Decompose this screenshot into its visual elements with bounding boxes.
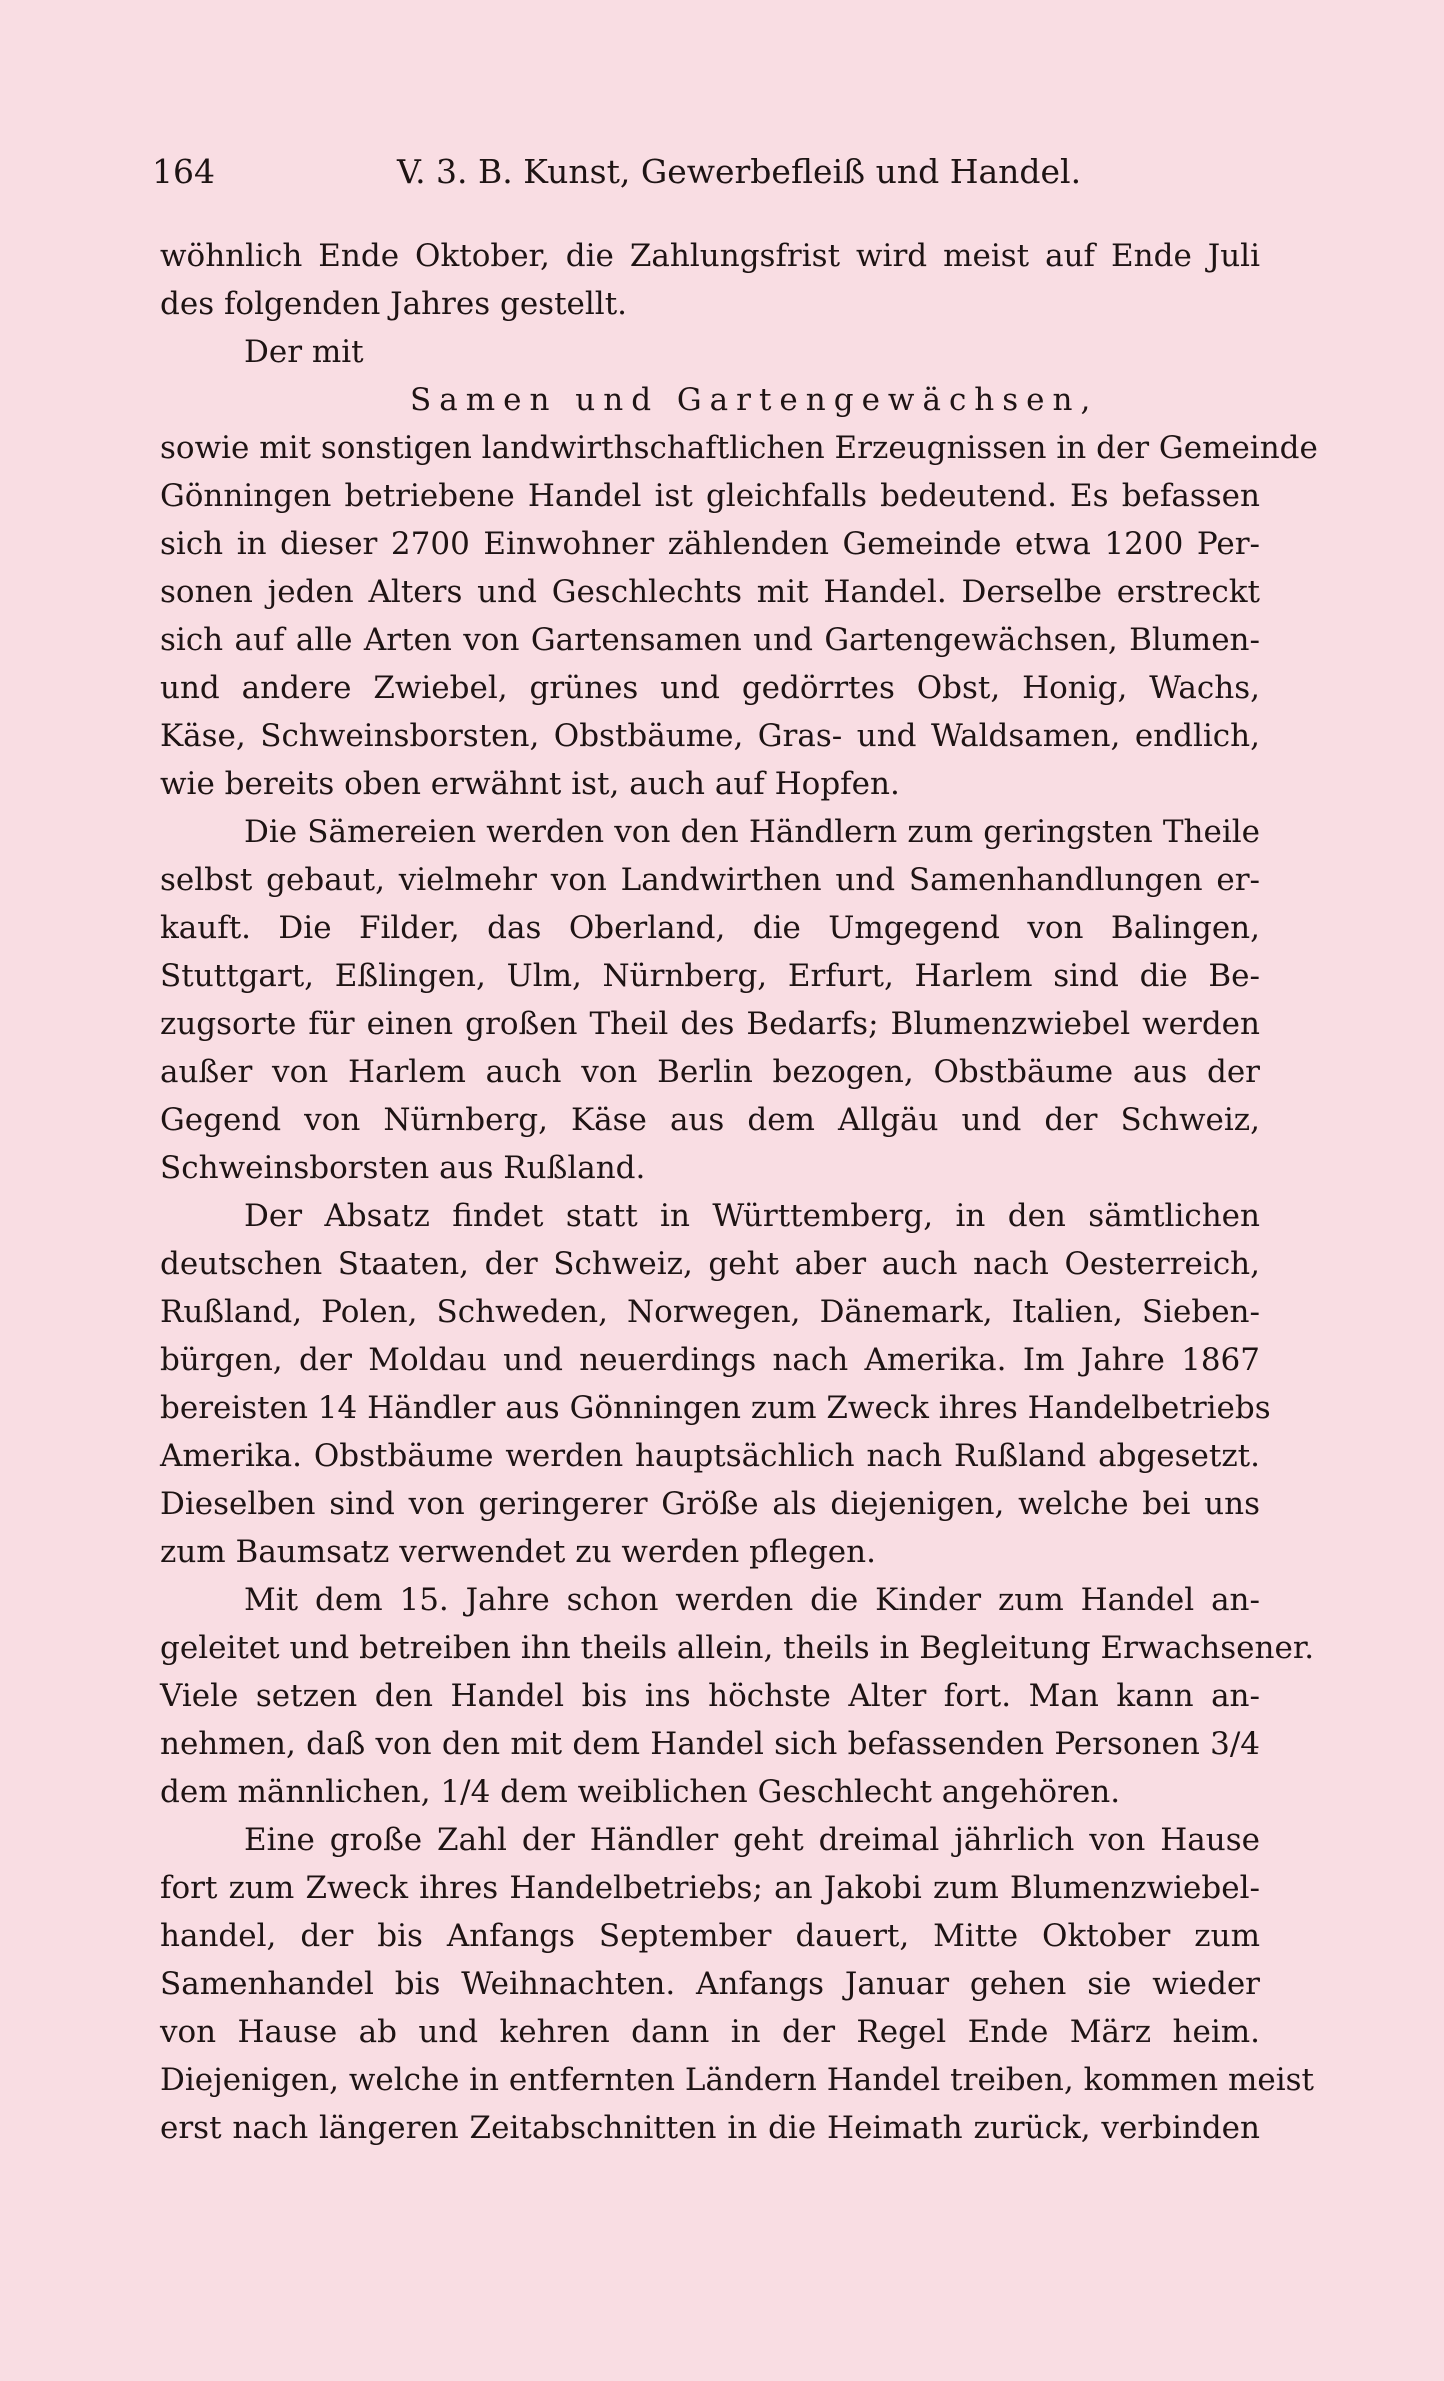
text-line: nehmen, daß von den mit dem Handel sich befassenden Personen 3/4 <box>160 1726 1260 1762</box>
text-line: Rußland, Polen, Schweden, Norwegen, Dänemark, Italien, Sieben- <box>160 1294 1260 1330</box>
text-line: sich auf alle Arten von Gartensamen und Gartengewächsen, Blumen- <box>160 622 1260 658</box>
text-line: kauft. Die Filder, das Oberland, die Umgegend von Balingen, <box>160 910 1260 946</box>
text-line: Amerika. Obstbäume werden hauptsächlich nach Rußland abgesetzt. <box>160 1438 1260 1474</box>
text-line: Dieselben sind von geringerer Größe als diejenigen, welche bei uns <box>160 1486 1260 1522</box>
text-line: Gegend von Nürnberg, Käse aus dem Allgäu und der Schweiz, <box>160 1102 1260 1138</box>
text-line: Die Sämereien werden von den Händlern zum geringsten Theile <box>244 814 1260 850</box>
text-line: dem männlichen, 1/4 dem weiblichen Geschlecht angehören. <box>160 1774 1121 1810</box>
text-line: Der Absatz findet statt in Württemberg, in den sämtlichen <box>244 1198 1260 1234</box>
page-header <box>152 152 1252 202</box>
text-line: bereisten 14 Händler aus Gönningen zum Zweck ihres Handelbetriebs <box>160 1390 1271 1426</box>
text-line: sowie mit sonstigen landwirthschaftlichen Erzeugnissen in der Gemeinde <box>160 430 1318 466</box>
text-line: bürgen, der Moldau und neuerdings nach Amerika. Im Jahre 1867 <box>160 1342 1260 1378</box>
text-line: von Hause ab und kehren dann in der Regel Ende März heim. <box>160 2014 1260 2050</box>
text-line: Gönningen betriebene Handel ist gleichfalls bedeutend. Es befassen <box>160 478 1260 514</box>
text-line: Stuttgart, Eßlingen, Ulm, Nürnberg, Erfurt, Harlem sind die Be- <box>160 958 1260 994</box>
running-head: V. 3. B. Kunst, Gewerbefleiß und Handel. <box>397 152 1082 191</box>
text-line: fort zum Zweck ihres Handelbetriebs; an Jakobi zum Blumenzwiebel- <box>160 1870 1260 1906</box>
text-line: erst nach längeren Zeitabschnitten in die Heimath zurück, verbinden <box>160 2110 1260 2146</box>
text-line: wie bereits oben erwähnt ist, auch auf Hopfen. <box>160 766 900 802</box>
text-line: des folgenden Jahres gestellt. <box>160 286 628 322</box>
text-line: Käse, Schweinsborsten, Obstbäume, Gras- und Waldsamen, endlich, <box>160 718 1260 754</box>
text-line: zugsorte für einen großen Theil des Bedarfs; Blumenzwiebel werden <box>160 1006 1260 1042</box>
text-line: handel, der bis Anfangs September dauert, Mitte Oktober zum <box>160 1918 1260 1954</box>
text-line: und andere Zwiebel, grünes und gedörrtes Obst, Honig, Wachs, <box>160 670 1260 706</box>
page-number: 164 <box>152 152 215 191</box>
text-line: zum Baumsatz verwendet zu werden pflegen. <box>160 1534 876 1570</box>
text-line: Eine große Zahl der Händler geht dreimal jährlich von Hause <box>244 1822 1260 1858</box>
text-line: sich in dieser 2700 Einwohner zählenden Gemeinde etwa 1200 Per- <box>160 526 1260 562</box>
text-line: außer von Harlem auch von Berlin bezogen, Obstbäume aus der <box>160 1054 1260 1090</box>
section-heading: Samen und Gartengewächsen, <box>410 382 1099 418</box>
text-line: wöhnlich Ende Oktober, die Zahlungsfrist wird meist auf Ende Juli <box>160 238 1260 274</box>
text-line: selbst gebaut, vielmehr von Landwirthen und Samenhandlungen er- <box>160 862 1260 898</box>
body-text <box>160 232 1318 2152</box>
text-line: Diejenigen, welche in entfernten Ländern Handel treiben, kommen meist <box>160 2062 1314 2098</box>
text-line: Schweinsborsten aus Rußland. <box>160 1150 646 1186</box>
text-line: deutschen Staaten, der Schweiz, geht aber auch nach Oesterreich, <box>160 1246 1260 1282</box>
text-line: Mit dem 15. Jahre schon werden die Kinder zum Handel an- <box>244 1582 1260 1618</box>
text-line: Samenhandel bis Weihnachten. Anfangs Januar gehen sie wieder <box>160 1966 1260 2002</box>
text-line: sonen jeden Alters und Geschlechts mit Handel. Derselbe erstreckt <box>160 574 1260 610</box>
text-line: Der mit <box>244 334 364 370</box>
text-line: geleitet und betreiben ihn theils allein, theils in Begleitung Erwachsener. <box>160 1630 1315 1666</box>
text-line: Viele setzen den Handel bis ins höchste Alter fort. Man kann an- <box>160 1678 1260 1714</box>
